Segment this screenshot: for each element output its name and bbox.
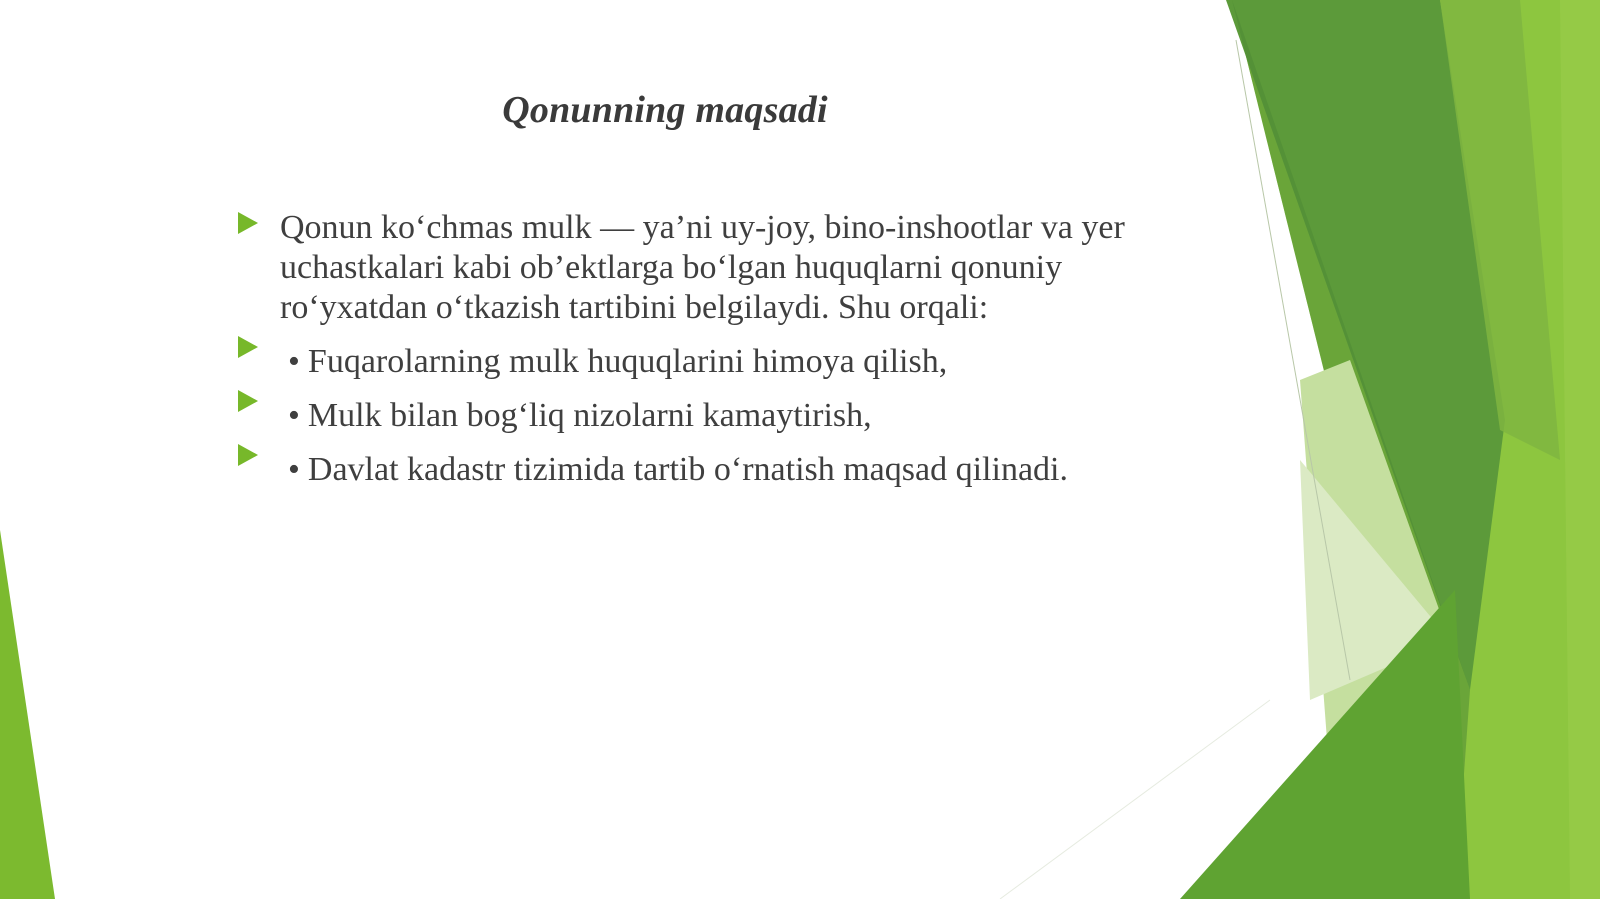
sub-bullet-dot: •: [288, 343, 300, 380]
bullet-list: [232, 208, 1212, 504]
green-arrow-bullet-icon: [238, 444, 258, 466]
bullet-text: Davlat kadastr tizimida tartib o‘rnatish maqsad qilinadi.: [307, 451, 1068, 488]
green-arrow-bullet-icon: [238, 336, 258, 358]
list-item: [232, 342, 1212, 382]
slide-title: Qonunning maqsadi: [502, 89, 828, 131]
sub-bullet-dot: •: [288, 397, 300, 434]
list-item: [232, 208, 1212, 328]
green-arrow-bullet-icon: [238, 212, 258, 234]
sub-bullet-dot: •: [288, 451, 300, 488]
bullet-text: Mulk bilan bog‘liq nizolarni kamaytirish,: [307, 397, 872, 434]
green-arrow-bullet-icon: [238, 390, 258, 412]
bullet-text: Qonun ko‘chmas mulk — ya’ni uy-joy, bino-inshootlar va yer uchastkalari kabi ob’ektlarga bo‘lgan huquqlarni qonuniy ro‘yxatdan o‘tkazish tartibini belgilaydi. Shu orqali:: [280, 209, 1125, 326]
list-item: [232, 396, 1212, 436]
bullet-text: Fuqarolarning mulk huquqlarini himoya qilish,: [307, 343, 948, 380]
list-item: [232, 450, 1212, 490]
